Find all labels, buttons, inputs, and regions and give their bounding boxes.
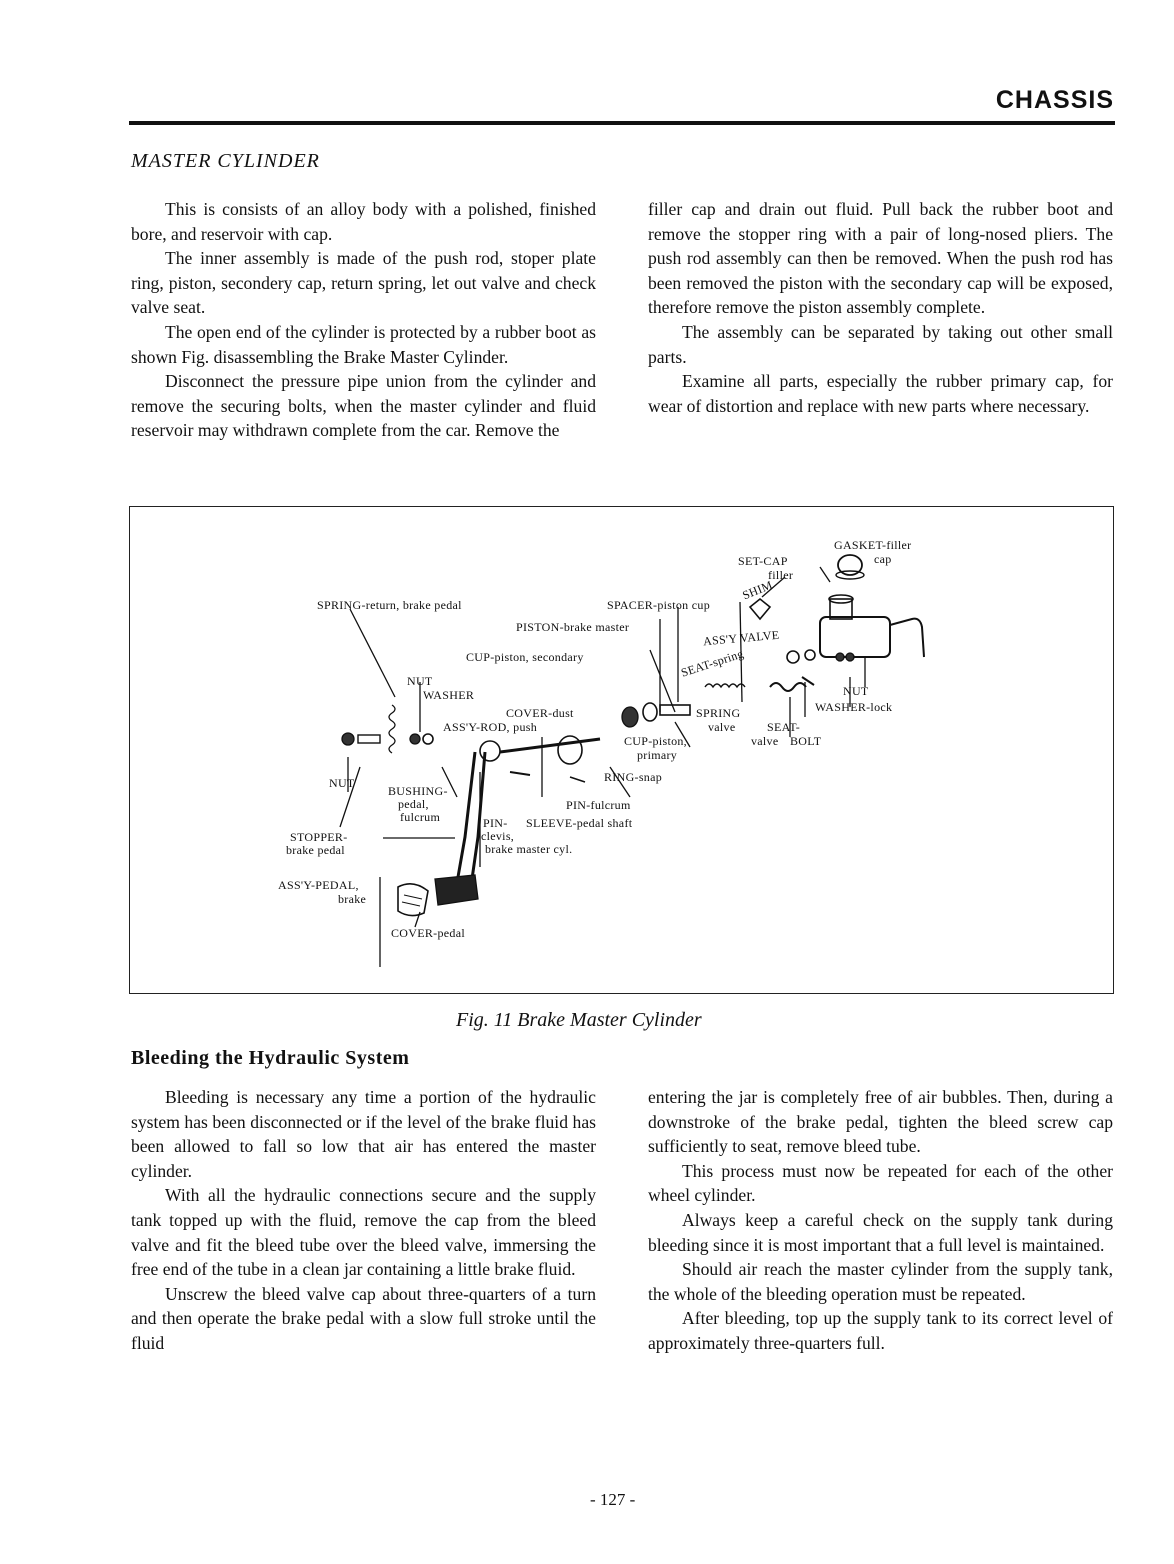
section-heading-bleeding: Bleeding the Hydraulic System — [131, 1047, 410, 1069]
label-shim: SHIM — [740, 577, 775, 603]
paragraph: Unscrew the bleed valve cap about three-quarters of a turn and then operate the brake pedal with a slow full stroke until the fluid — [131, 1283, 596, 1353]
label-pin-fulcrum: PIN-fulcrum — [566, 798, 631, 812]
label-seat-valve-sub: valve — [751, 734, 779, 748]
label-spacer: SPACER-piston cup — [607, 598, 711, 612]
chapter-title: CHASSIS — [995, 86, 1114, 114]
label-gasket-filler: GASKET-filler — [834, 538, 912, 552]
label-bushing-fulcrum: fulcrum — [400, 810, 441, 824]
paragraph: The open end of the cylinder is protected by a rubber boot as shown Fig. disassembling the Brake Master Cylinder. — [131, 321, 596, 367]
paragraph: filler cap and drain out fluid. Pull back the rubber boot and remove the stopper ring with a pair of long-nosed pliers. The push rod assembly can then be removed. When the push rod has been removed the piston with the secondary cap will be exposed, therefore remove the piston assembly complete. — [648, 199, 1113, 318]
label-ring-snap: RING-snap — [604, 770, 663, 784]
label-set-cap-filler: filler — [768, 568, 794, 582]
label-nut-far: NUT — [329, 776, 355, 790]
paragraph: This process must now be repeated for each of the other wheel cylinder. — [648, 1160, 1113, 1206]
paragraph: Should air reach the master cylinder from the supply tank, the whole of the bleeding operation must be repeated. — [648, 1259, 1113, 1304]
header-rule — [129, 121, 1115, 125]
label-cup-primary: CUP-piston, — [624, 734, 687, 748]
label-pin-clevis: PIN- — [483, 816, 508, 830]
label-cup-primary-sub: primary — [637, 748, 678, 762]
label-brake-master-cyl: brake master cyl. — [485, 842, 573, 856]
label-gasket-cap: cap — [874, 552, 892, 566]
label-seat-valve: SEAT- — [767, 720, 801, 734]
paragraph: The assembly can be separated by taking out other small parts. — [648, 321, 1113, 367]
paragraph: The inner assembly is made of the push rod, stoper plate ring, piston, secondery cap, return spring, let out valve and check valve seat. — [131, 248, 596, 318]
label-bushing-pedal: pedal, — [398, 797, 429, 811]
paragraph: With all the hydraulic connections secure and the supply tank topped up with the fluid, remove the cap from the bleed valve and fit the bleed tube over the bleed valve, immersing the free end of the tube in a clean jar containing a little brake fluid. — [131, 1185, 596, 1280]
paragraph: entering the jar is completely free of air bubbles. Then, during a downstroke of the brake pedal, tighten the bleed screw cap sufficiently to seat, remove bleed tube. — [648, 1087, 1113, 1157]
figure-caption: Fig. 11 Brake Master Cylinder — [456, 1009, 702, 1031]
paragraph: Always keep a careful check on the supply tank during bleeding since it is most important that a full level is maintained. — [648, 1209, 1113, 1255]
label-bolt: BOLT — [790, 734, 822, 748]
label-set-cap: SET-CAP — [738, 554, 788, 568]
label-cover-dust: COVER-dust — [506, 706, 574, 720]
label-bushing: BUSHING- — [388, 784, 448, 798]
bleeding-column-right — [648, 1085, 1113, 1356]
figure-brake-master-cylinder — [129, 506, 1114, 994]
section-heading-master-cylinder: MASTER CYLINDER — [131, 150, 320, 172]
paragraph: After bleeding, top up the supply tank to its correct level of approximately three-quarters full. — [648, 1308, 1113, 1353]
paragraph: Bleeding is necessary any time a portion of the hydraulic system has been disconnected or if the level of the brake fluid has been allowed to fall so low that air has entered the master cylinder. — [131, 1087, 596, 1181]
label-assy-valve: ASS'Y VALVE — [702, 627, 780, 649]
paragraph: Examine all parts, especially the rubber primary cap, for wear of distortion and replace with new parts where necessary. — [648, 371, 1113, 416]
label-spring-valve-sub: valve — [708, 720, 736, 734]
master-cylinder-column-left — [131, 197, 596, 443]
label-nut-right: NUT — [843, 684, 869, 698]
bleeding-column-left — [131, 1085, 596, 1356]
label-stopper-sub: brake pedal — [286, 843, 345, 857]
label-washer: WASHER — [423, 688, 475, 702]
label-assy-rod: ASS'Y-ROD, push — [443, 720, 538, 734]
label-spring-return: SPRING-return, brake pedal — [317, 598, 462, 612]
label-nut-left: NUT — [407, 674, 433, 688]
label-cover-pedal: COVER-pedal — [391, 926, 465, 940]
label-stopper: STOPPER- — [290, 830, 348, 844]
label-piston: PISTON-brake master — [516, 620, 630, 634]
label-cup-secondary: CUP-piston, secondary — [466, 650, 584, 664]
label-sleeve: SLEEVE-pedal shaft — [526, 816, 633, 830]
label-spring-seat: SEAT-spring — [679, 646, 746, 680]
exploded-diagram — [130, 507, 1115, 995]
label-assy-pedal-sub: brake — [338, 892, 367, 906]
label-spring-valve: SPRING — [696, 706, 741, 720]
page-number: - 127 - — [590, 1490, 636, 1509]
paragraph: This is consists of an alloy body with a polished, finished bore, and reservoir with cap. — [131, 199, 596, 244]
label-washer-lock: WASHER-lock — [815, 700, 893, 714]
paragraph: Disconnect the pressure pipe union from the cylinder and remove the securing bolts, when the master cylinder and fluid reservoir may withdrawn complete from the car. Remove the — [131, 371, 596, 441]
label-pin-clevis-sub: clevis, — [481, 829, 515, 843]
master-cylinder-column-right — [648, 197, 1113, 418]
label-assy-pedal: ASS'Y-PEDAL, — [278, 878, 359, 892]
